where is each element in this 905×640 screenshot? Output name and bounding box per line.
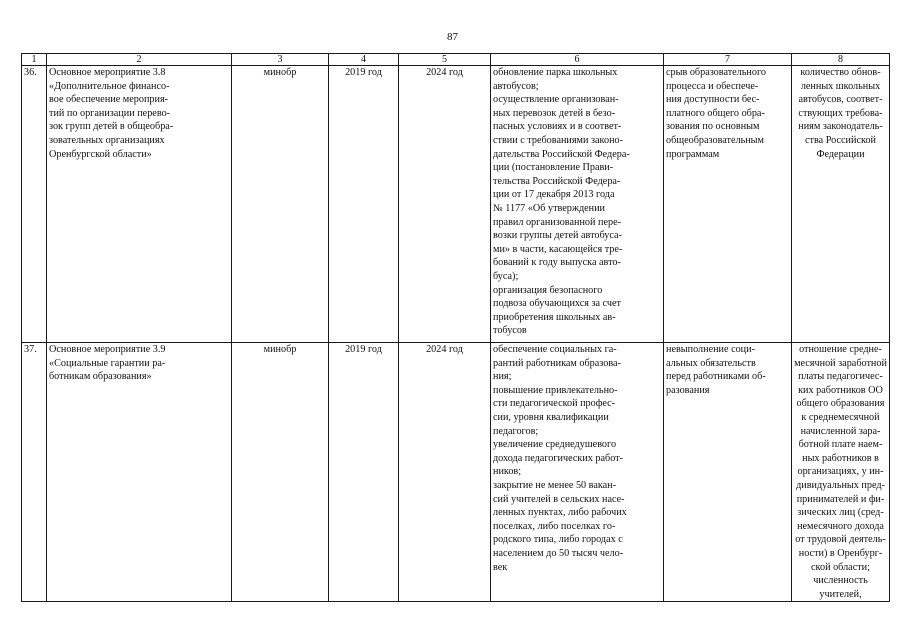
executor: минобр	[263, 67, 297, 78]
consequences: невыполнение соци- альных обязательств перед работниками об- разования	[666, 344, 766, 396]
row-number: 37.	[24, 344, 37, 355]
consequences: срыв образовательного процесса и обеспече- ния доступности бес- платного общего обра- зования по основным общеобразовательным программам	[666, 67, 766, 160]
column-header: 2	[47, 54, 232, 66]
table-row	[22, 343, 890, 602]
column-header: 3	[232, 54, 329, 66]
end-year: 2024 год	[426, 67, 463, 78]
table-header-row	[22, 54, 890, 66]
start-year: 2019 год	[345, 344, 382, 355]
start-year: 2019 год	[345, 67, 382, 78]
page-number: 87	[447, 31, 458, 43]
measures-table	[21, 53, 890, 602]
end-year: 2024 год	[426, 344, 463, 355]
column-header: 4	[329, 54, 399, 66]
measure-name: Основное мероприятие 3.8 «Дополнительное финансо- вое обеспечение мероприя- тий по организации перево- зок групп детей в общеобра- зовательных организациях Оренбургской области»	[49, 67, 174, 160]
indicators: отношение средне- месячной заработной платы педагогичес- ких работников ОО общего образования к среднемесячной начисленной зара- ботной плате наем- ных работников в организациях, у ин- дивидуальных пред- принимателей и фи- зических лиц (сред- немесячного дохода от трудовой деятель- ности) в Оренбург- ской области; численность учителей,	[794, 344, 887, 600]
column-header: 5	[399, 54, 491, 66]
column-header: 1	[22, 54, 47, 66]
row-number: 36.	[24, 67, 37, 78]
measure-name: Основное мероприятие 3.9 «Социальные гарантии ра- ботникам образования»	[49, 344, 166, 383]
expected-result: обеспечение социальных га- рантий работникам образова- ния; повышение привлекательно- сти педагогической профес- сии, уровня квалификации педагогов; увеличение среднедушевого дохода педагогических работ- ников; закрытие не менее 50 вакан- сий учителей в сельских насе- ленных пунктах, либо рабочих поселках, либо поселках го- родского типа, либо городах с населением до 50 тысяч чело- век	[493, 344, 627, 573]
executor: минобр	[263, 344, 297, 355]
indicators: количество обнов- ленных школьных автобусов, соответ- ствующих требова- ниям законодатель- ства Российской Федерации	[798, 67, 883, 160]
table-row	[22, 66, 890, 343]
column-header: 7	[664, 54, 792, 66]
expected-result: обновление парка школьных автобусов; осуществление организован- ных перевозок детей в безо- пасных условиях и в соответ- ствии с требованиями законо- дательства Российской Федера- ции (постановление Прави- тельства Российской Федера- ции от 17 декабря 2013 года № 1177 «Об утверждении правил организованной пере- возки группы детей автобуса- ми» в части, касающейся тре- бований к году выпуска авто- буса); организация безопасного подвоза обучающихся за счет приобретения школьных ав- тобусов	[493, 67, 630, 337]
column-header: 8	[792, 54, 890, 66]
column-header: 6	[491, 54, 664, 66]
